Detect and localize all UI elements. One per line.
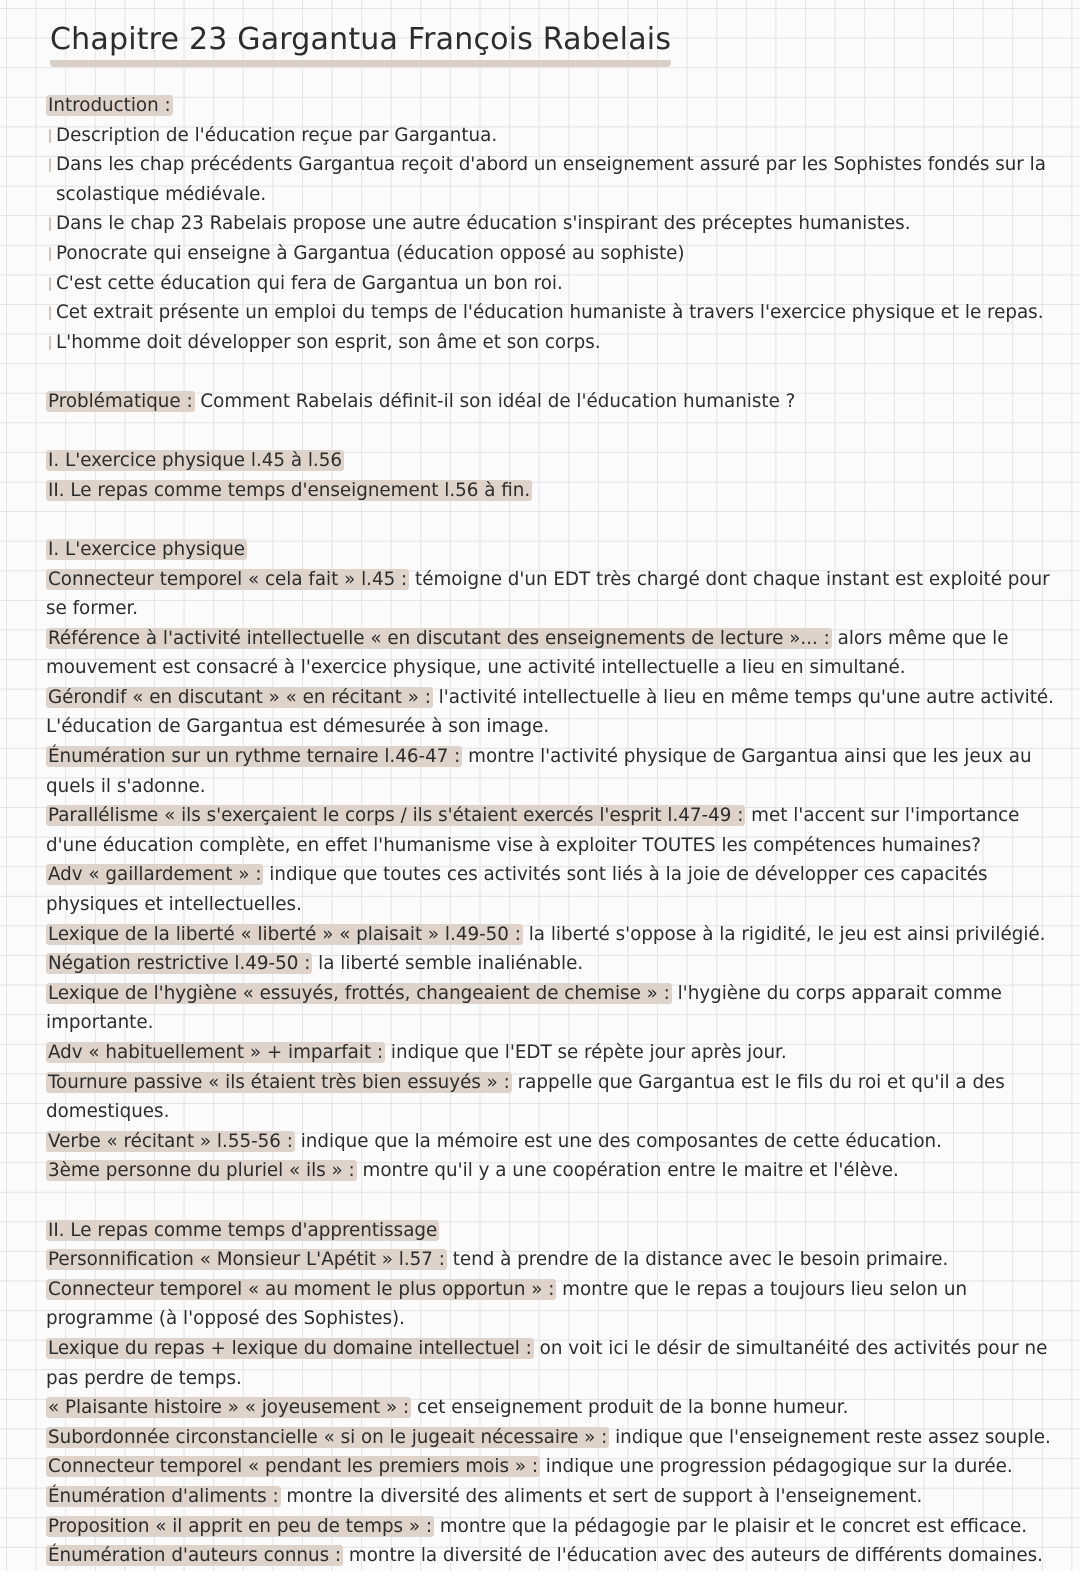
analysis-label: Gérondif « en discutant » « en récitant » :	[48, 686, 431, 708]
analysis-text: rappelle que Gargantua est le fils du roi et qu'il a des domestiques.	[46, 1071, 1005, 1123]
analysis-label: Négation restrictive l.49-50 :	[48, 953, 311, 975]
analysis-text: on voit ici le désir de simultanéité des activités pour ne pas perdre de temps.	[46, 1337, 1048, 1389]
analysis-label: Connecteur temporel « pendant les premiers mois » :	[48, 1456, 538, 1478]
plan-item: I. L'exercice physique l.45 à l.56	[48, 450, 342, 472]
plan-section	[46, 446, 1070, 505]
analysis-label: Connecteur temporel « au moment le plus opportun » :	[48, 1278, 555, 1300]
analysis-text: témoigne d'un EDT très chargé dont chaque instant est exploité pour se former.	[46, 568, 1050, 620]
analysis-text: la liberté s'oppose à la rigidité, le jeu est ainsi privilégié.	[522, 923, 1046, 945]
analysis-label: Énumération d'aliments :	[48, 1485, 279, 1507]
analysis-item	[46, 1275, 1070, 1334]
analysis-label: Tournure passive « ils étaient très bien essuyés » :	[48, 1071, 510, 1093]
intro-item: Ponocrate qui enseigne à Gargantua (éducation opposé au sophiste)	[46, 239, 1070, 269]
analysis-text: cet enseignement produit de la bonne humeur.	[411, 1397, 849, 1419]
analysis-label: 3ème personne du pluriel « ils » :	[48, 1160, 355, 1182]
analysis-label: « Plaisante histoire » « joyeusement » :	[48, 1397, 410, 1419]
intro-section	[46, 91, 1070, 357]
analysis-text: l'hygiène du corps apparait comme importante.	[46, 982, 1002, 1034]
analysis-item	[46, 949, 1070, 979]
part2-section	[46, 1216, 1070, 1571]
part2-heading: II. Le repas comme temps d'apprentissage	[48, 1219, 438, 1241]
analysis-item	[46, 1482, 1070, 1512]
analysis-item	[46, 1512, 1070, 1542]
analysis-item	[46, 860, 1070, 919]
analysis-label: Référence à l'activité intellectuelle « en discutant des enseignements de lecture »... :	[48, 627, 830, 649]
analysis-label: Proposition « il apprit en peu de temps » :	[48, 1515, 433, 1537]
analysis-text: met l'accent sur l'importance d'une éducation complète, en effet l'humanisme vise à exploiter TOUTES les compétences humaines?	[46, 805, 1020, 856]
analysis-item	[46, 1541, 1070, 1571]
analysis-item	[46, 1038, 1070, 1068]
analysis-item	[46, 1127, 1070, 1157]
analysis-text: indique que l'EDT se répète jour après jour.	[385, 1042, 787, 1063]
analysis-text: indique une progression pédagogique sur la durée.	[540, 1456, 1013, 1478]
problematique-label: Problématique :	[48, 390, 193, 412]
analysis-label: Énumération d'auteurs connus :	[48, 1545, 342, 1567]
analysis-item	[46, 801, 1070, 860]
analysis-label: Adv « gaillardement » :	[48, 864, 262, 886]
analysis-label: Lexique du repas + lexique du domaine intellectuel :	[48, 1337, 532, 1359]
intro-item: Description de l'éducation reçue par Gargantua.	[46, 121, 1070, 151]
intro-item: C'est cette éducation qui fera de Gargantua un bon roi.	[46, 269, 1070, 299]
analysis-text: indique que la mémoire est une des composantes de cette éducation.	[294, 1130, 942, 1152]
analysis-label: Verbe « récitant » l.55-56 :	[48, 1130, 293, 1152]
analysis-label: Énumération sur un rythme ternaire l.46-47 :	[48, 746, 461, 768]
page-title: Chapitre 23 Gargantua François Rabelais	[50, 22, 671, 67]
analysis-label: Personnification « Monsieur L'Apétit » l.57 :	[48, 1249, 445, 1271]
analysis-label: Adv « habituellement » + imparfait :	[48, 1042, 384, 1063]
analysis-text: montre la diversité de l'éducation avec des auteurs de différents domaines.	[343, 1545, 1043, 1567]
analysis-item	[46, 683, 1070, 742]
analysis-text: indique que toutes ces activités sont liés à la joie de développer ces capacités physiques et intellectuelles.	[46, 864, 988, 916]
analysis-item	[46, 565, 1070, 624]
intro-item: L'homme doit développer son esprit, son âme et son corps.	[46, 328, 1070, 358]
part1-section	[46, 535, 1070, 1186]
analysis-text: la liberté semble inaliénable.	[312, 953, 584, 975]
analysis-text: montre la diversité des aliments et sert de support à l'enseignement.	[280, 1485, 923, 1507]
analysis-label: Subordonnée circonstancielle « si on le jugeait nécessaire » :	[48, 1426, 608, 1448]
analysis-label: Connecteur temporel « cela fait » l.45 :	[48, 568, 408, 590]
analysis-label: Lexique de la liberté « liberté » « plaisait » l.49-50 :	[48, 923, 521, 945]
analysis-item	[46, 920, 1070, 950]
analysis-item	[46, 1393, 1070, 1423]
analysis-item	[46, 979, 1070, 1038]
problematique-text: Comment Rabelais définit-il son idéal de l'éducation humaniste ?	[194, 390, 796, 412]
problematique	[46, 387, 1070, 417]
analysis-text: l'activité intellectuelle à lieu en même temps qu'une autre activité. L'éducation de Gargantua est démesurée à son image.	[46, 686, 1054, 738]
part1-heading: I. L'exercice physique	[48, 538, 246, 560]
analysis-text: montre que la pédagogie par le plaisir et le concret est efficace.	[434, 1515, 1028, 1537]
intro-heading: Introduction :	[48, 95, 171, 116]
analysis-item	[46, 1334, 1070, 1393]
analysis-text: tend à prendre de la distance avec le besoin primaire.	[446, 1249, 949, 1271]
analysis-item	[46, 1452, 1070, 1482]
intro-item: Cet extrait présente un emploi du temps de l'éducation humaniste à travers l'exercice physique et le repas.	[46, 298, 1070, 328]
analysis-item	[46, 1156, 1070, 1186]
analysis-item	[46, 624, 1070, 683]
intro-item: Dans les chap précédents Gargantua reçoit d'abord un enseignement assuré par les Sophistes fondés sur la scolastique médiévale.	[46, 150, 1070, 209]
plan-item: II. Le repas comme temps d'enseignement l.56 à fin.	[48, 479, 531, 501]
analysis-item	[46, 1068, 1070, 1127]
analysis-text: alors même que le mouvement est consacré à l'exercice physique, une activité intellectuelle a lieu en simultané.	[46, 627, 1009, 679]
analysis-text: montre l'activité physique de Gargantua ainsi que les jeux au quels il s'adonne.	[46, 746, 1032, 797]
analysis-item	[46, 742, 1070, 801]
analysis-label: Lexique de l'hygiène « essuyés, frottés, changeaient de chemise » :	[48, 982, 670, 1004]
analysis-text: montre que le repas a toujours lieu selon un programme (à l'opposé des Sophistes).	[46, 1278, 968, 1330]
analysis-item	[46, 1245, 1070, 1275]
intro-item: Dans le chap 23 Rabelais propose une autre éducation s'inspirant des préceptes humanistes.	[46, 209, 1070, 239]
analysis-item	[46, 1423, 1070, 1453]
analysis-label: Parallélisme « ils s'exerçaient le corps / ils s'étaient exercés l'esprit l.47-49 :	[48, 805, 744, 827]
analysis-text: indique que l'enseignement reste assez souple.	[609, 1426, 1051, 1448]
analysis-text: montre qu'il y a une coopération entre le maitre et l'élève.	[356, 1160, 899, 1182]
